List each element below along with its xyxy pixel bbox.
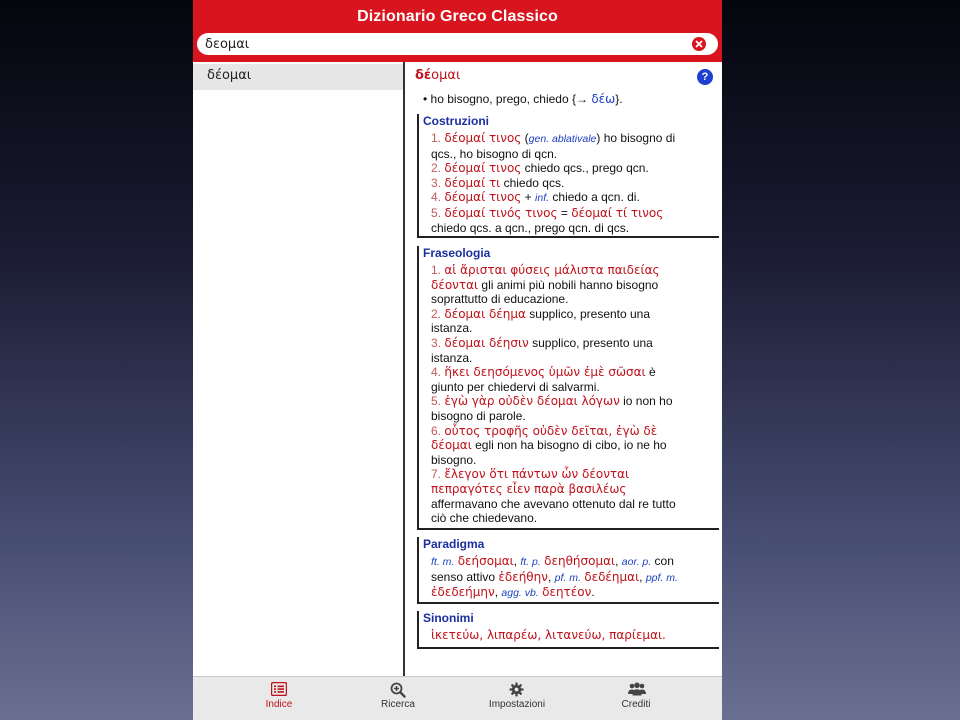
phrase-line: πεπραγότες εἶεν παρὰ βασιλέως bbox=[431, 481, 627, 496]
tab-label: Crediti bbox=[621, 699, 651, 710]
phrase-line: istanza. bbox=[431, 321, 473, 336]
tab-label: Indice bbox=[265, 699, 293, 710]
section-costruzioni bbox=[417, 114, 719, 238]
phrase-list bbox=[423, 263, 719, 526]
app-window bbox=[193, 0, 722, 720]
help-icon[interactable]: ? bbox=[697, 69, 713, 85]
entry-pane bbox=[405, 62, 722, 676]
phrase-line: 4. ἥκει δεησόμενος ὑμῶν ἐμὲ σῶσαι è bbox=[431, 365, 656, 380]
clear-icon[interactable] bbox=[692, 37, 706, 51]
tab-impostazioni[interactable] bbox=[451, 677, 583, 720]
search-box[interactable] bbox=[197, 33, 718, 55]
phrase-line: δέομαι egli non ha bisogno di cibo, io ne ho bbox=[431, 438, 667, 453]
section-paradigma bbox=[417, 537, 719, 604]
tab-indice[interactable] bbox=[213, 677, 345, 720]
people-icon bbox=[628, 682, 646, 696]
app-title: Dizionario Greco Classico bbox=[357, 8, 558, 25]
construction-line: 3. δέομαί τι chiedo qcs. bbox=[431, 175, 565, 190]
section-title: Paradigma bbox=[423, 537, 485, 551]
section-title: Costruzioni bbox=[423, 114, 489, 128]
tab-label: Impostazioni bbox=[488, 699, 546, 710]
construction-line: qcs., ho bisogno di qcn. bbox=[431, 146, 558, 161]
tab-crediti[interactable] bbox=[570, 677, 702, 720]
header-bar bbox=[193, 0, 722, 62]
entry-meaning: • ho bisogno, prego, chiedo {→ δέω}. bbox=[423, 92, 623, 106]
phrase-line: giunto per chiedervi di salvarmi. bbox=[431, 379, 600, 394]
zoom-icon bbox=[390, 682, 406, 698]
synonyms-text: ἱκετεύω, λιπαρέω, λιτανεύω, παρίεμαι. bbox=[431, 628, 666, 642]
search-input[interactable] bbox=[205, 33, 685, 55]
section-title: Fraseologia bbox=[423, 246, 491, 260]
construction-line: 5. δέομαί τινός τινος = δέομαί τί τινος bbox=[431, 205, 664, 220]
tab-label: Ricerca bbox=[381, 699, 415, 710]
section-title: Sinonimi bbox=[423, 611, 474, 625]
phrase-line: 1. αἱ ἄρισται φύσεις μάλιστα παιδείας bbox=[431, 263, 660, 277]
list-icon bbox=[271, 682, 287, 696]
tab-ricerca[interactable] bbox=[332, 677, 464, 720]
phrase-line: 5. ἐγὼ γὰρ οὐδὲν δέομαι λόγων io non ho bbox=[431, 394, 673, 409]
paradigm-text: ft. m. δεήσομαι, ft. p. δεηθήσομαι, aor. p. con senso attivo ἐδεήθην, pf. m. δεδέημαι, ppf. m. ἐδεδεήμην, agg. vb. δεητέον. bbox=[431, 554, 678, 600]
gear-icon bbox=[509, 682, 524, 697]
construction-line: 4. δέομαί τινος + inf. chiedo a qcn. di. bbox=[431, 190, 640, 205]
tab-bar bbox=[193, 676, 722, 720]
list-item-label: δέομαι bbox=[207, 68, 252, 83]
phrase-line: istanza. bbox=[431, 350, 473, 365]
phrase-line: 2. δέομαι δέημα supplico, presento una bbox=[431, 306, 651, 321]
cross-reference-link[interactable]: δέω bbox=[591, 92, 616, 106]
phrase-line: δέονται gli animi più nobili hanno bisogno bbox=[431, 277, 659, 292]
phrase-line: soprattutto di educazione. bbox=[431, 292, 569, 307]
phrase-line: 7. ἔλεγον ὅτι πάντων ὧν δέονται bbox=[431, 467, 630, 482]
entry-headword: δέομαι bbox=[415, 68, 461, 83]
phrase-line: bisogno di parole. bbox=[431, 408, 526, 423]
section-sinonimi bbox=[417, 611, 719, 649]
phrase-line: 6. οὗτος τροφῆς οὐδὲν δεῖται, ἐγὼ δὲ bbox=[431, 423, 658, 438]
phrase-line: affermavano che avevano ottenuto dal re tutto bbox=[431, 496, 676, 511]
section-fraseologia bbox=[417, 246, 719, 530]
construction-line: chiedo qcs. a qcn., prego qcn. di qcs. bbox=[431, 220, 630, 235]
phrase-line: bisogno. bbox=[431, 452, 477, 467]
list-item[interactable] bbox=[193, 64, 403, 90]
construction-line: 1. δέομαί τινος (gen. ablativale) ho bisogno di bbox=[431, 131, 676, 145]
phrase-line: 3. δέομαι δέησιν supplico, presento una bbox=[431, 335, 653, 350]
phrase-line: ciò che chiedevano. bbox=[431, 511, 538, 526]
index-list bbox=[193, 62, 405, 676]
construction-line: 2. δέομαί τινος chiedo qcs., prego qcn. bbox=[431, 161, 649, 176]
